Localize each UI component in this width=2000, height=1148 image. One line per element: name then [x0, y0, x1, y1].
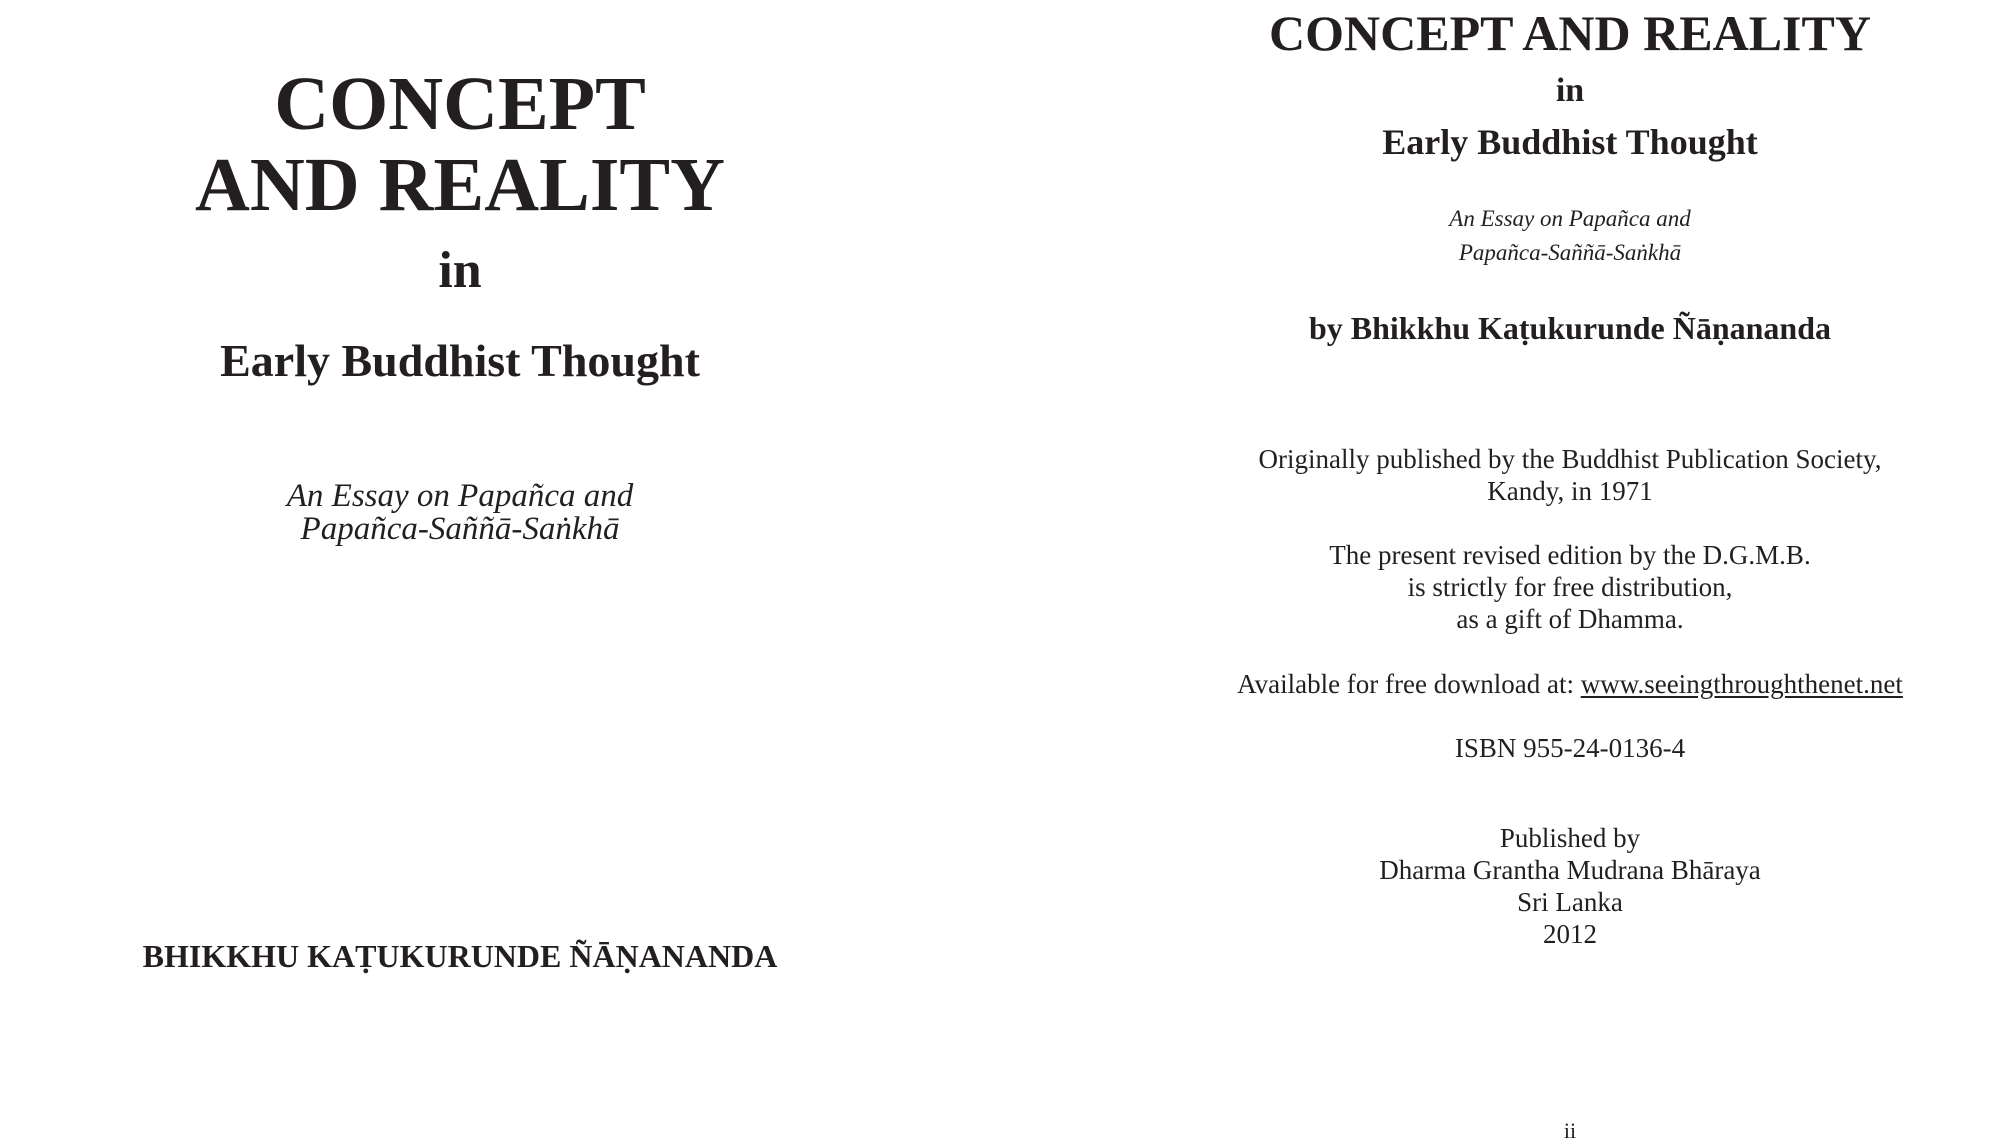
publisher-line4: 2012 — [1543, 919, 1597, 949]
download-line — [1180, 671, 1960, 698]
publisher-line3: Sri Lanka — [1517, 887, 1623, 917]
edition-note-line3: as a gift of Dhamma. — [1456, 604, 1684, 634]
isbn: ISBN 955-24-0136-4 — [1454, 733, 1686, 763]
left-title-line2: AND REALITY — [195, 143, 725, 227]
right-essay-line1: An Essay on Papañca and — [1449, 206, 1691, 231]
left-essay-line2: Papañca-Saññā-Saṅkhā — [300, 511, 620, 547]
edition-note-line2: is strictly for free distribution, — [1407, 572, 1733, 602]
right-essay-line2: Papañca-Saññā-Saṅkhā — [1458, 240, 1682, 265]
publisher-line2: Dharma Grantha Mudrana Bhāraya — [1379, 855, 1761, 885]
left-page — [0, 0, 920, 1148]
download-prefix: Available for free download at: — [1237, 669, 1581, 699]
left-title-in: in — [438, 242, 482, 299]
edition-note-line1: The present revised edition by the D.G.M.B. — [1329, 540, 1811, 570]
right-title: CONCEPT AND REALITY — [1269, 5, 1871, 61]
page-number: ii — [1563, 1118, 1577, 1143]
right-author: by Bhikkhu Kaṭukurunde Ñāṇananda — [1308, 310, 1832, 346]
left-author: BHIKKHU KAṬUKURUNDE ÑĀṆANANDA — [142, 938, 778, 974]
left-title-line1: CONCEPT — [274, 62, 646, 146]
left-subtitle: Early Buddhist Thought — [220, 335, 700, 386]
right-page — [1180, 0, 1960, 1148]
left-essay-line1: An Essay on Papañca and — [286, 478, 634, 514]
right-subtitle: Early Buddhist Thought — [1382, 122, 1758, 162]
original-publication-line1: Originally published by the Buddhist Publication Society, — [1258, 444, 1882, 474]
original-publication-line2: Kandy, in 1971 — [1487, 476, 1653, 506]
publisher-line1: Published by — [1499, 823, 1641, 853]
download-link[interactable]: www.seeingthroughthenet.net — [1580, 669, 1903, 699]
right-title-in: in — [1555, 72, 1585, 109]
